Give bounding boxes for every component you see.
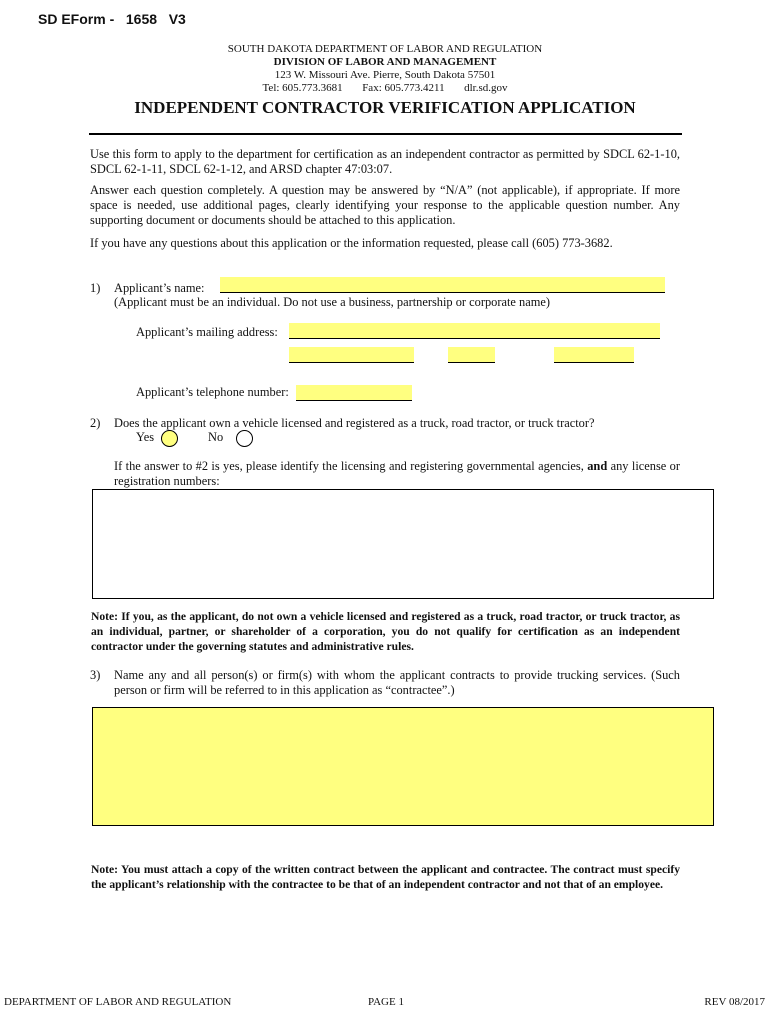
footer-page-number: PAGE 1 [368,996,404,1008]
applicant-name-label: Applicant’s name: [114,281,205,295]
telephone-field[interactable] [296,385,412,401]
division-name: DIVISION OF LABOR AND MANAGEMENT [273,56,497,68]
note-written-contract: Note: You must attach a copy of the written contract between the applicant and contractee. The contract must specify the applicant’s relationship with the contractee to be that of an independent contractor and not that of an employee. [91,863,680,891]
tel: Tel: 605.773.3681 [262,82,343,94]
form-title: INDEPENDENT CONTRACTOR VERIFICATION APPLICATION [134,98,636,117]
title-rule [89,133,682,135]
footer-department: DEPARTMENT OF LABOR AND REGULATION [4,996,232,1008]
mailing-address-label: Applicant’s mailing address: [136,325,278,339]
q2-followup-post: any license or registration numbers: [114,459,680,488]
q2-followup [114,459,680,489]
mailing-address-state-field[interactable] [448,347,495,363]
mailing-address-zip-field[interactable] [554,347,634,363]
fax: Fax: 605.773.4211 [362,82,445,94]
license-registration-textarea[interactable] [92,489,714,599]
telephone-label: Applicant’s telephone number: [136,385,289,399]
applicant-name-hint: (Applicant must be an individual. Do not use a business, partnership or corporate name) [114,295,550,309]
q2-followup-pre: If the answer to #2 is yes, please identify the licensing and registering governmental agencies, [114,459,584,473]
q2-question: Does the applicant own a vehicle licensed and registered as a truck, road tractor, or truck tractor? [114,416,595,430]
mailing-address-street-field[interactable] [289,323,660,339]
yes-radio[interactable] [161,430,178,447]
q2-followup-and: and [587,459,608,473]
contractees-textarea[interactable] [92,707,714,826]
contact-line [0,82,770,95]
footer-revision: REV 08/2017 [704,996,765,1008]
website: dlr.sd.gov [464,82,508,94]
form-id: SD EForm - 1658 V3 [38,11,186,27]
applicant-name-field[interactable] [220,277,665,293]
no-radio[interactable] [236,430,253,447]
note-vehicle-ownership: Note: If you, as the applicant, do not own a vehicle licensed and registered as a truck, road tractor, or truck tractor, as an individual, partner, or shareholder of a corporation, you do not qualify for certification as an independent contractor under the governing statutes and administrative rules. [91,610,680,653]
department-name: SOUTH DAKOTA DEPARTMENT OF LABOR AND REGULATION [227,43,543,55]
q3-question: Name any and all person(s) or firm(s) with whom the applicant contracts to provide trucking services. (Such person or firm will be referred to in this application as “contractee”.) [114,668,680,697]
intro-paragraph-1: Use this form to apply to the department for certification as an independent contractor as permitted by SDCL 62-1-10, SDCL 62-1-11, SDCL 62-1-12, and ARSD chapter 47:03:07. [90,147,680,176]
intro-paragraph-3: If you have any questions about this application or the information requested, please call (605) 773-3682. [90,236,613,250]
no-label: No [208,430,224,444]
q3-number: 3) [90,668,101,682]
q2-number: 2) [90,416,101,430]
q1-number: 1) [90,281,101,295]
intro-paragraph-2: Answer each question completely. A question may be answered by “N/A” (not applicable), if appropriate. If more space is needed, use additional pages, clearly identifying your response to the applicable question number. Any supporting document or documents should be attached to this application. [90,183,680,227]
yes-label: Yes [136,430,155,444]
mailing-address-city-field[interactable] [289,347,414,363]
department-address: 123 W. Missouri Ave. Pierre, South Dakota 57501 [274,69,496,81]
